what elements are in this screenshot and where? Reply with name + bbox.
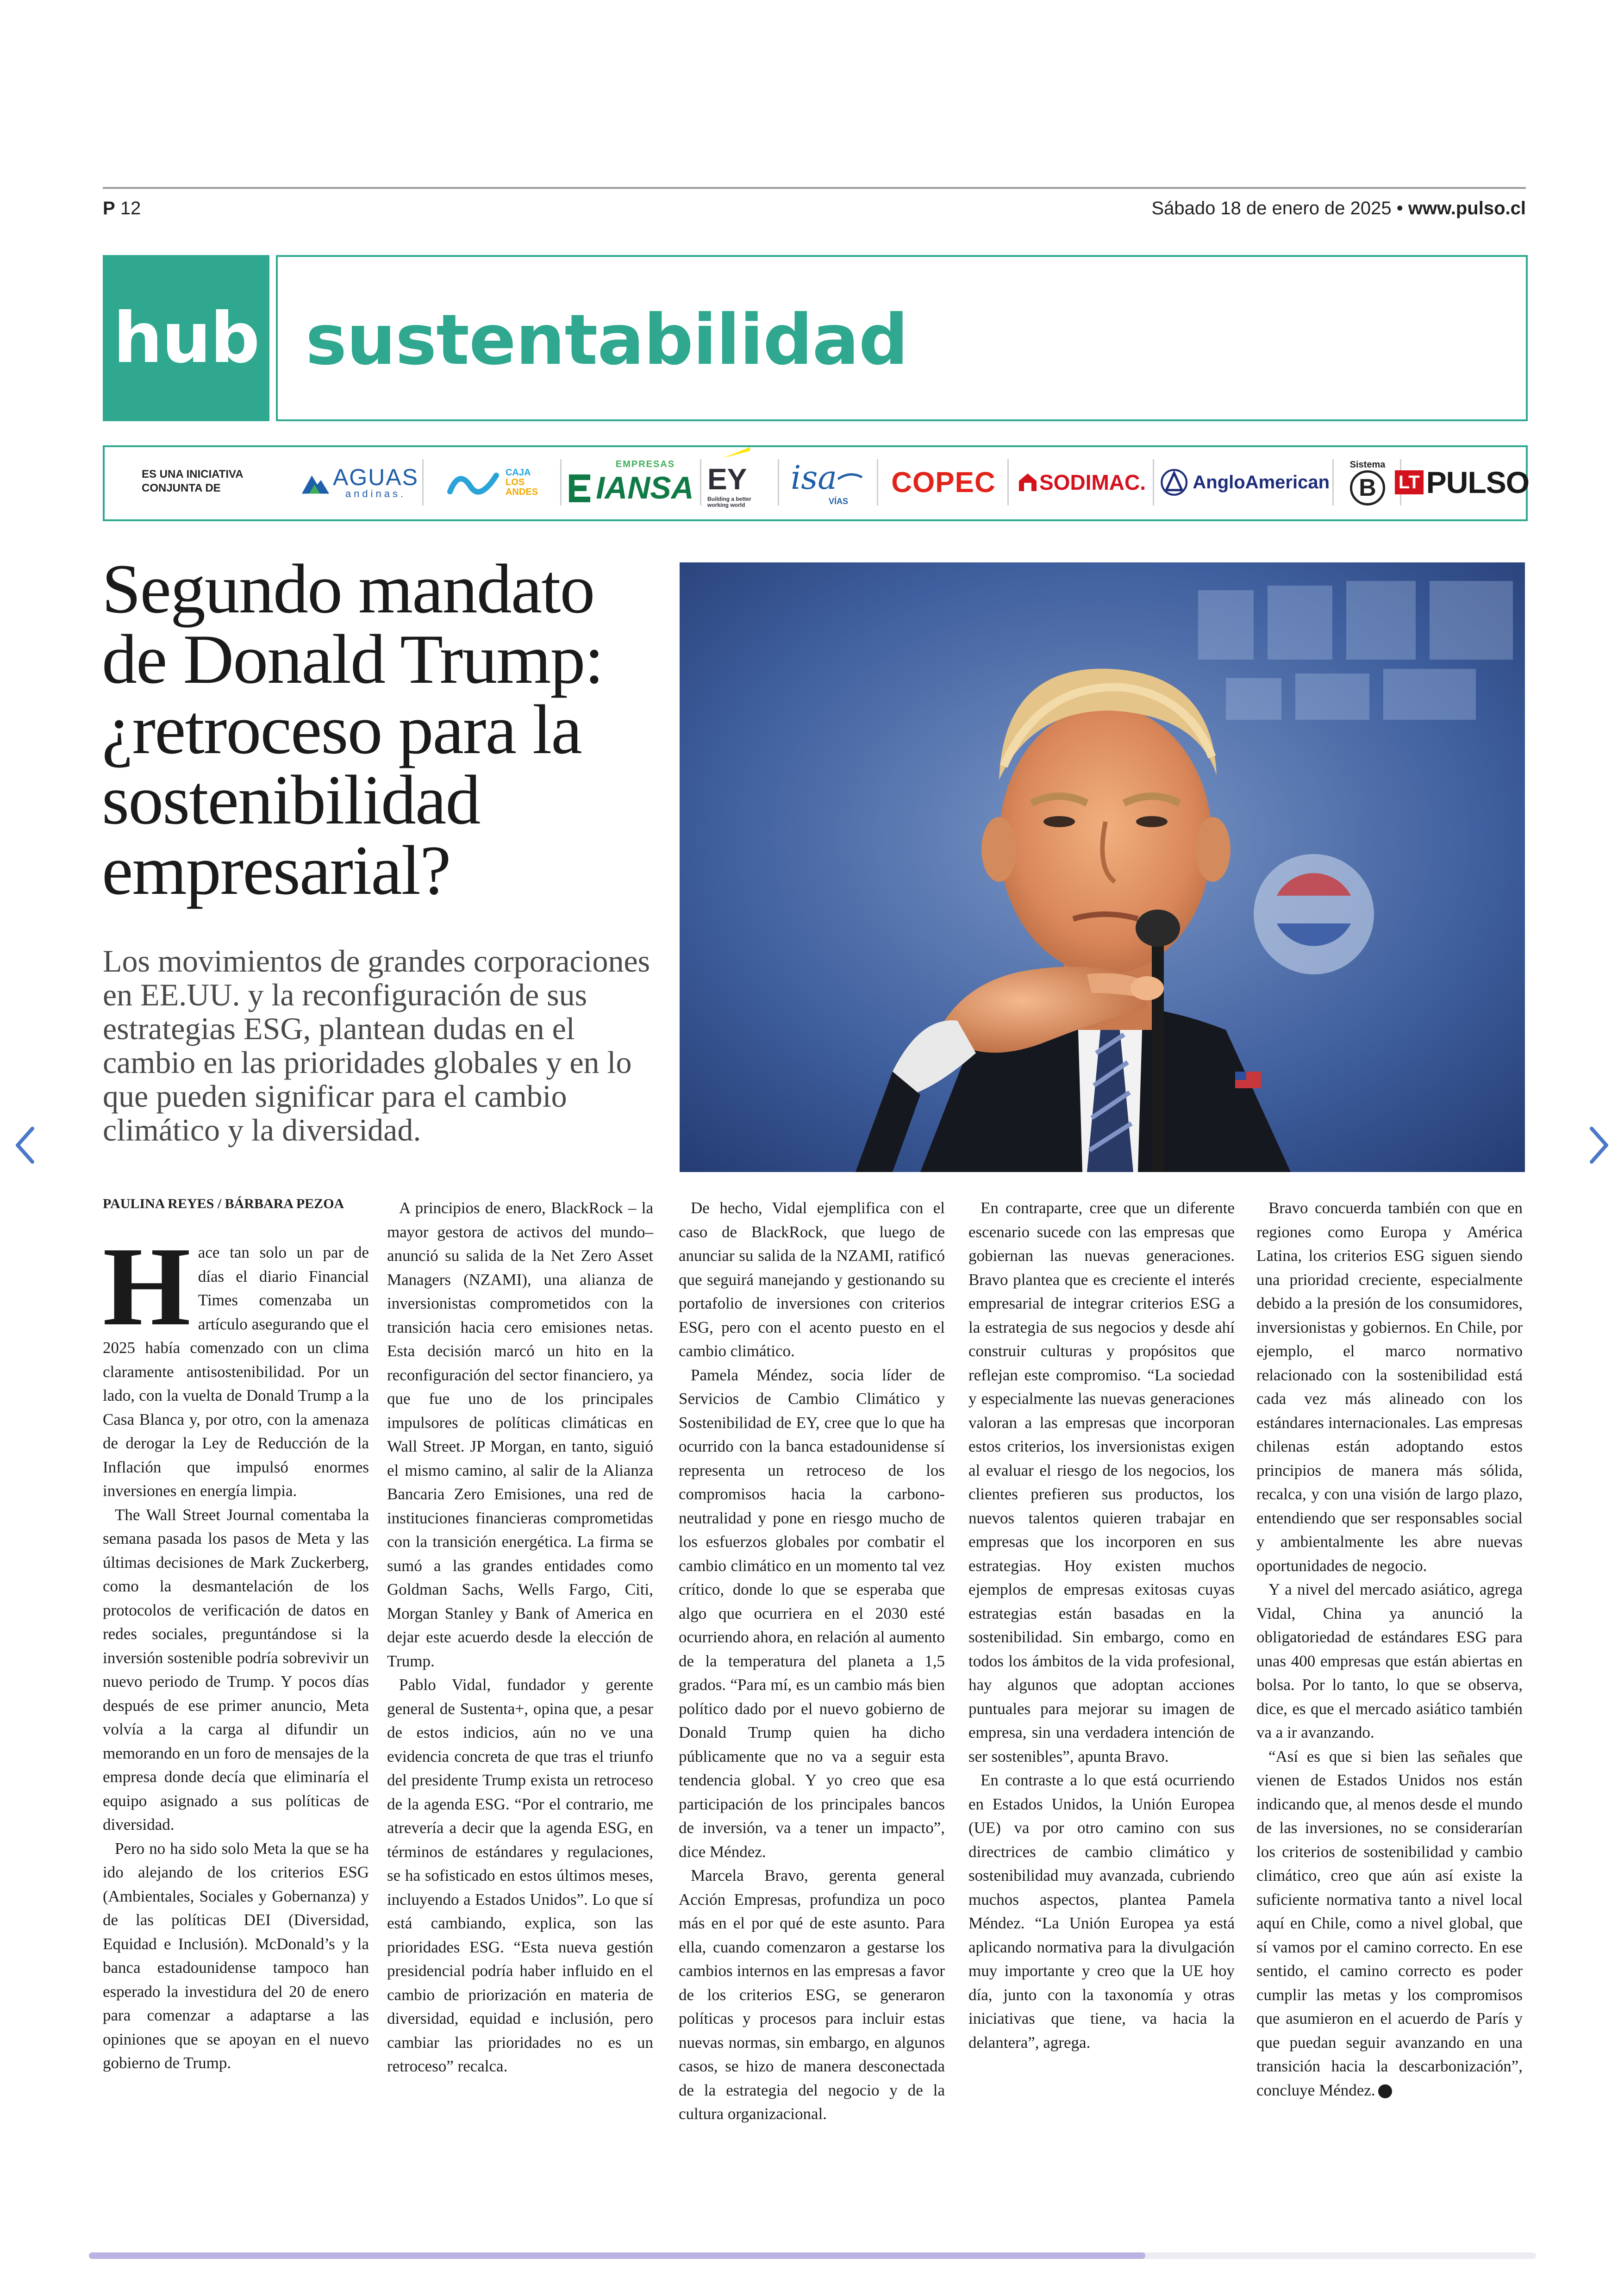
ey-logo: EY Building a better working world: [707, 454, 775, 511]
copec-logo: COPEC: [891, 466, 996, 499]
byline: PAULINA REYES / BÁRBARA PEZOA: [103, 1196, 344, 1211]
article-paragraph: Pamela Méndez, socia líder de Servicios de Cambio Climático y Sostenibilidad de EY, cree que lo que ha ocurrido con la banca estadounidense sí representa un retroceso de los compromisos hacia la carbono-neutralidad y pone en riesgo mucho de los esfuerzos globales por combatir el cambio climático en un momento tal vez crítico, donde lo que se esperaba que algo que ocurriera en el 2030 esté ocurriendo ahora, en relación al aumento de la temperatura del planeta a 1,5 grados. “Para mí, es un cambio más bien político dado por el nuevo gobierno de Donald Trump quien ha dicho públicamente que no va a seguir esta tendencia global. Y yo creo que esa participación de los principales bancos de inversión, va a tener un impacto”, dice Méndez.: [679, 1366, 945, 1861]
article-photo: [680, 562, 1525, 1172]
article-paragraph: Marcela Bravo, gerenta general Acción Empresas, profundiza un poco más en el por qué de este asunto. Para ella, cuando comenzaron a gestarse los cambios internos en las empresas a favor de los criterios ESG, se generaron políticas y procesos para incluir estas nuevas normas, sin embargo, en algunos casos, se hizo de manera desconectada de la estrategia del negocio y de la cultura organizacional.: [679, 1866, 945, 2123]
hub-logo: hub: [103, 255, 269, 421]
article-paragraph: “Así es que si bien las señales que vienen de Estados Unidos nos están indicando que, al menos desde el mundo de las inversiones, no se considerarían los criterios de sostenibilidad y cambio climático, creo que aún así existe la suficiente normativa tanto a nivel local aquí en Chile, como a nivel global, que sí vamos por el camino correcto. En ese sentido, el camino correcto es poder cumplir las metas y los compromisos que asumieron en el acuerdo de París y que puedan seguir avanzando en una transición hacia la descarbonización”, concluye Méndez.: [1256, 1747, 1523, 2099]
site-url: www.pulso.cl: [1408, 198, 1526, 218]
sodimac-logo: SODIMAC.: [1015, 454, 1149, 511]
section-title: sustentabilidad: [306, 300, 908, 380]
article-column-2: [387, 1196, 653, 2078]
deck: Los movimientos de grandes corporaciones en EE.UU. y la reconfiguración de sus estrategias ESG, plantean dudas en el cambio en las prioridades globales y en lo que pueden significar para el cambio climático y la diversidad.: [103, 943, 650, 1148]
article-column-3: [679, 1196, 945, 2126]
article-paragraph: The Wall Street Journal comentaba la semana pasada los pasos de Meta y las últimas decisiones de Mark Zuckerberg, como la desmantelación de los protocolos de verificación de datos en redes sociales, preguntándose si la inversión sostenible podría sobrevivir un nuevo periodo de Trump. Y pocos días después de ese primer anuncio, Meta volvía a la carga al difundir un memorando en un foro de mensajes de la empresa donde decía que eliminaría el equipo asignado a sus políticas de diversidad.: [103, 1505, 369, 1834]
article-paragraph: Bravo concuerda también con que en regiones como Europa y América Latina, los criterios ESG siguen siendo una prioridad creciente, especialmente debido a la presión de los consumidores, inversionistas y gobiernos. En Chile, por ejemplo, el marco normativo relacionado con la sostenibilidad está cada vez más alineado con los estándares internacionales. Las empresas chilenas están adoptando estos principios de manera más sólida, recalca, y con una visión de largo plazo, entendiendo que ser responsables social y ambientalmente les abre nuevas oportunidades de negocio.: [1256, 1199, 1523, 1575]
dateline: Sábado 18 de enero de 2025 • www.pulso.cl: [1151, 198, 1526, 218]
article-paragraph: A principios de enero, BlackRock – la mayor gestora de activos del mundo– anunció su salida de la Net Zero Asset Managers (NZAMI), una alianza de inversionistas comprometidos con la transición hacia cero emisiones netas. Esta decisión marcó un hito en la reconfiguración del sector financiero, ya que fue uno de los principales impulsores de políticas climáticas en Wall Street. JP Morgan, en tanto, siguió el mismo camino, al salir de la Alianza Bancaria Zero Emisiones, una red de instituciones financieras comprometidas con la transición energética. La firma se sumó a las grandes entidades como Goldman Sachs, Wells Fargo, Citi, Morgan Stanley y Bank of America en dejar este acuerdo desde la elección de Trump.: [387, 1199, 653, 1670]
lt-pulso-logo: LT PULSO: [1407, 454, 1517, 511]
chevron-left-icon[interactable]: [14, 1126, 37, 1172]
article-paragraph: Hace tan solo un par de días el diario Financial Times comenzaba un artículo asegurando que el 2025 había comenzado con un clima claramente antisostenibilidad. Por un lado, con la vuelta de Donald Trump a la Casa Blanca y, por otro, con la amenaza de derogar la Ley de Reducción de la Inflación que impulsó enormes inversiones en energía limpia.: [103, 1224, 369, 1500]
article-column-1: [103, 1224, 369, 2075]
page-number: P 12: [103, 198, 141, 218]
article-column-5: [1256, 1196, 1523, 2102]
article-paragraph: Y a nivel del mercado asiático, agrega Vidal, China ya anunció la obligatoriedad de estándares ESG para unas 400 empresas que están abiertas en bolsa. Por lo tanto, lo que se observa, dice, es que el mercado asiático también va a ir avanzando.: [1256, 1580, 1523, 1741]
top-rule: [103, 187, 1526, 189]
caja-los-andes-logo: CAJA LOS ANDES: [430, 454, 554, 511]
horizontal-scrollbar-thumb[interactable]: [89, 2252, 1145, 2259]
article-paragraph: Pero no ha sido solo Meta la que se ha ido alejando de los criterios ESG (Ambientales, Sociales y Gobernanza) y de las políticas DEI (Diversidad, Equidad e Inclusión). McDonald’s y la banca estadounidense tampoco han esperado la investidura del 20 de enero para comenzar a adaptarse a las opiniones que se apoyan en el nuevo gobierno de Trump.: [103, 1839, 369, 2072]
headline: Segundo mandato de Donald Trump: ¿retroceso para la sostenibilidad empresarial?: [102, 550, 603, 909]
isa-vias-logo: isa VÍAS: [785, 454, 868, 511]
anglo-american-logo: AngloAmerican: [1160, 454, 1330, 511]
article-column-4: [968, 1196, 1235, 2054]
drop-cap: H: [103, 1224, 191, 1349]
chevron-right-icon[interactable]: [1587, 1126, 1610, 1172]
sistema-b-logo: Sistema B: [1340, 454, 1395, 511]
article-paragraph: De hecho, Vidal ejemplifica con el caso de BlackRock, que luego de anunciar su salida de la NZAMI, ratificó que seguirá manejando y gestionando su portafolio de inversiones con criterios ESG, pero con el acento puesto en el cambio climático.: [679, 1199, 945, 1360]
aguas-andinas-logo: AGUAS andinas.: [302, 454, 418, 511]
article-paragraph: Pablo Vidal, fundador y gerente general de Sustenta+, opina que, a pesar de estos indicios, aún no ve una evidencia concreta de que tras el triunfo del presidente Trump exista un retroceso de la agenda ESG. “Por el contrario, me atrevería a decir que la agenda ESG, en términos de estándares y regulaciones, se ha sofisticado en estos últimos meses, incluyendo a Estados Unidos”. Lo que sí está cambiando, explica, son las prioridades ESG. “Esta nueva gestión presidencial podría haber influido en el cambio de priorización en materia de diversidad, equidad e inclusión, pero cambiar las prioridades no es un retroceso” recalca.: [387, 1676, 653, 2075]
article-paragraph: En contraparte, cree que un diferente escenario sucede con las empresas que gobiernan las nuevas generaciones. Bravo plantea que es creciente el interés empresarial de integrar criterios ESG a la estrategia de sus negocios y desde ahí construir culturas y propósitos que reflejan este compromiso. “La sociedad y especialmente las nuevas generaciones valoran a las empresas que incorporan estos criterios, los inversionistas exigen al evaluar el riesgo de los negocios, los clientes prefieren sus productos, los nuevos talentos quieren trabajar en empresas que los incorporen en sus estrategias. Hoy existen muchos ejemplos de empresas exitosas cuyas estrategias están basadas en la sostenibilidad. Sin embargo, como en todos los ámbitos de la vida profesional, hay algunos que adoptan acciones puntuales para mejorar su imagen de empresa, sin una verdadera intención de ser sostenibles”, apunta Bravo.: [968, 1199, 1235, 1765]
sponsor-intro: ES UNA INICIATIVA CONJUNTA DE: [142, 468, 244, 494]
end-mark-icon: [1378, 2084, 1392, 2098]
empresas-iansa-logo: EMPRESAS IANSA: [568, 454, 695, 511]
article-paragraph: En contraste a lo que está ocurriendo en Estados Unidos, la Unión Europea (UE) va por otro camino con sus directrices de cambio climático y sostenibilidad muy avanzada, cubriendo muchos aspectos, plantea Pamela Méndez. “La Unión Europea ya está aplicando normativa para la divulgación muy importante y creo que la UE hoy día, junto con la taxonomía y otras iniciativas que tiene, va hacia la delantera”, agrega.: [968, 1771, 1235, 2052]
issue-date: Sábado 18 de enero de 2025: [1151, 198, 1392, 218]
